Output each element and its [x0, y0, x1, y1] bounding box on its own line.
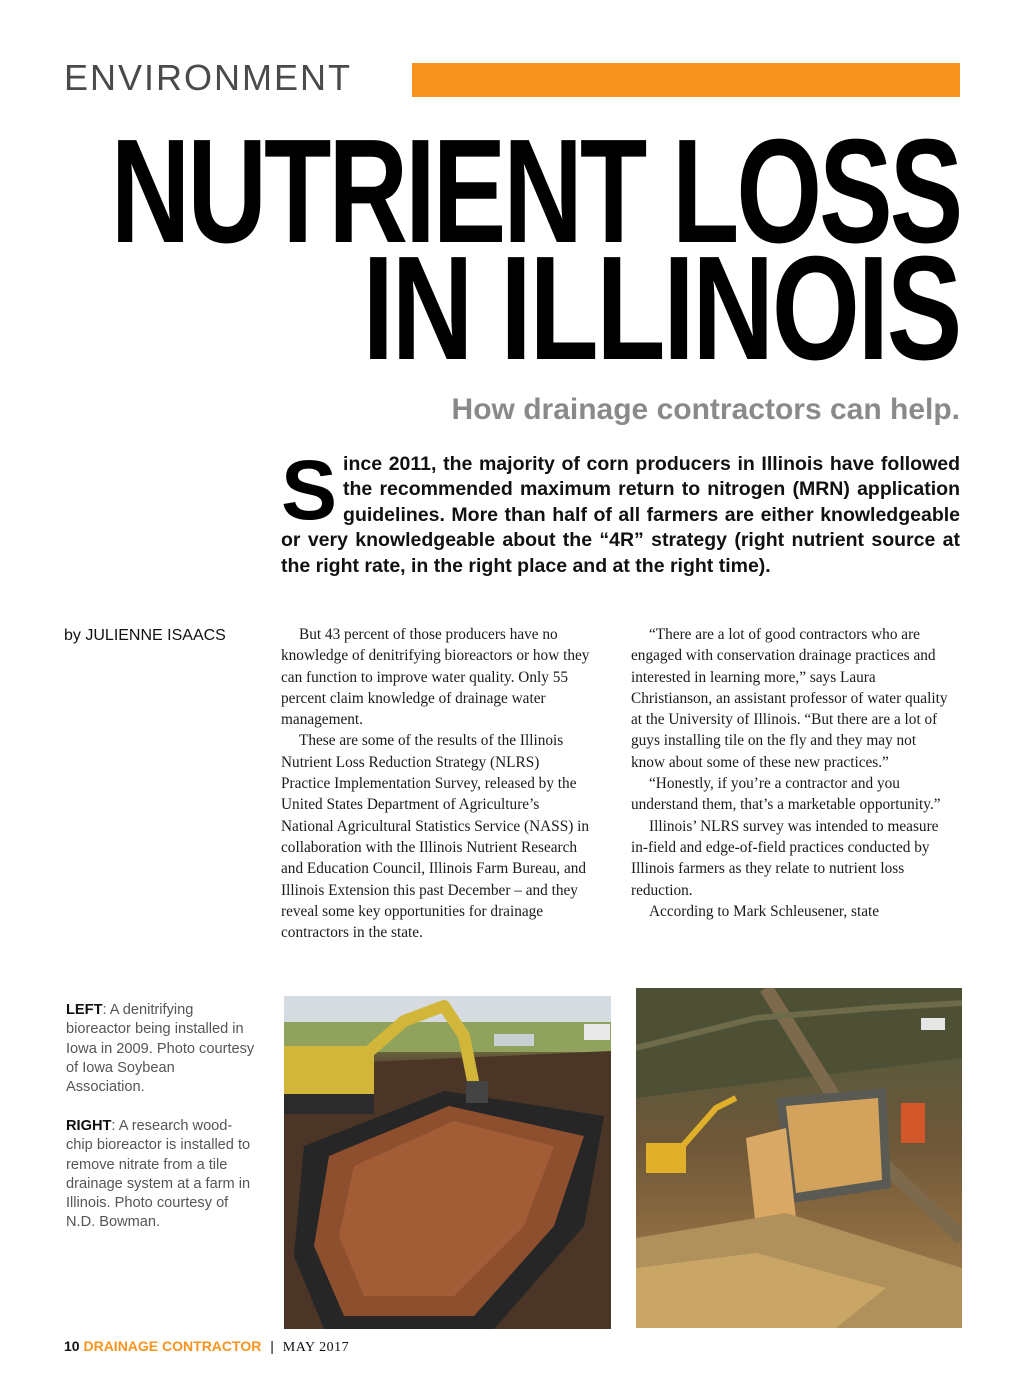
body-paragraph: “There are a lot of good contractors who are engaged with conservation drainage practices and interested in learning more,” says Laura Christianson, an assistant professor of water quality at the University of Illinois. “But there are a lot of guys installing tile on the fly and they may not know about some of these new practices.”	[631, 626, 948, 771]
section-label: ENVIRONMENT	[64, 57, 353, 98]
caption-left-label: LEFT	[66, 1002, 103, 1018]
intro-text: ince 2011, the majority of corn producers in Illinois have followed the recommended maximum return to nitrogen (MRN) application guidelines. More than half of all farmers are either knowledgeable or very knowledgeable about the “4R” strategy (right nutrient source at the right rate, in the right place and at the right time).	[281, 453, 960, 577]
body-paragraph: These are some of the results of the Illinois Nutrient Loss Reduction Strategy (NLRS) Practice Implementation Survey, released by the United States Department of Agriculture’s National Agricultural Statistics Service (NASS) in collaboration with the Illinois Nutrient Research and Education Council, Illinois Farm Bureau, and Illinois Extension this past December – and they reveal some key opportunities for drainage contractors in the state.	[281, 732, 590, 942]
body-paragraph: “Honestly, if you’re a contractor and you understand them, that’s a marketable opportunity.”	[631, 775, 941, 814]
section-accent-bar	[412, 63, 960, 97]
photo-bioreactor-iowa-illustration	[284, 996, 611, 1329]
issue-date: MAY 2017	[282, 1340, 350, 1355]
body-paragraph: But 43 percent of those producers have no knowledge of denitrifying bioreactors or how they can function to improve water quality. Only 55 percent claim knowledge of drainage water management.	[281, 626, 590, 729]
page-footer	[64, 1337, 349, 1357]
headline-line-2: IN ILLINOIS	[362, 226, 960, 391]
caption-right-text: : A research wood-chip bioreactor is installed to remove nitrate from a tile drainage system at a farm in Illinois. Photo courtesy of N.D. Bowman.	[66, 1118, 251, 1231]
subheadline: How drainage contractors can help.	[451, 393, 960, 426]
page-number: 10	[64, 1338, 80, 1354]
drop-cap: S	[281, 443, 338, 537]
byline-prefix: by	[64, 627, 81, 644]
body-paragraph: According to Mark Schleusener, state	[649, 902, 880, 920]
photo-bioreactor-iowa	[284, 996, 611, 1329]
caption-left	[66, 1001, 256, 1097]
footer-separator: |	[270, 1338, 274, 1354]
author-name: JULIENNE ISAACS	[85, 627, 226, 644]
body-column-2	[631, 624, 949, 922]
photo-bioreactor-illinois-illustration	[636, 988, 962, 1328]
body-paragraph: Illinois’ NLRS survey was intended to measure in-field and edge-of-field practices conducted by Illinois farmers as they relate to nutrient loss reduction.	[631, 817, 939, 899]
intro-paragraph	[281, 443, 960, 579]
body-column-1	[281, 624, 591, 943]
magazine-name: DRAINAGE CONTRACTOR	[83, 1338, 262, 1354]
caption-right-label: RIGHT	[66, 1118, 112, 1134]
headline-line-1: NUTRIENT LOSS	[110, 109, 960, 274]
photo-bioreactor-illinois	[636, 988, 962, 1328]
byline	[64, 627, 226, 645]
caption-left-text: : A denitrifying bioreactor being installed in Iowa in 2009. Photo courtesy of Iowa Soybean Association.	[66, 1002, 255, 1096]
caption-right	[66, 1117, 256, 1233]
